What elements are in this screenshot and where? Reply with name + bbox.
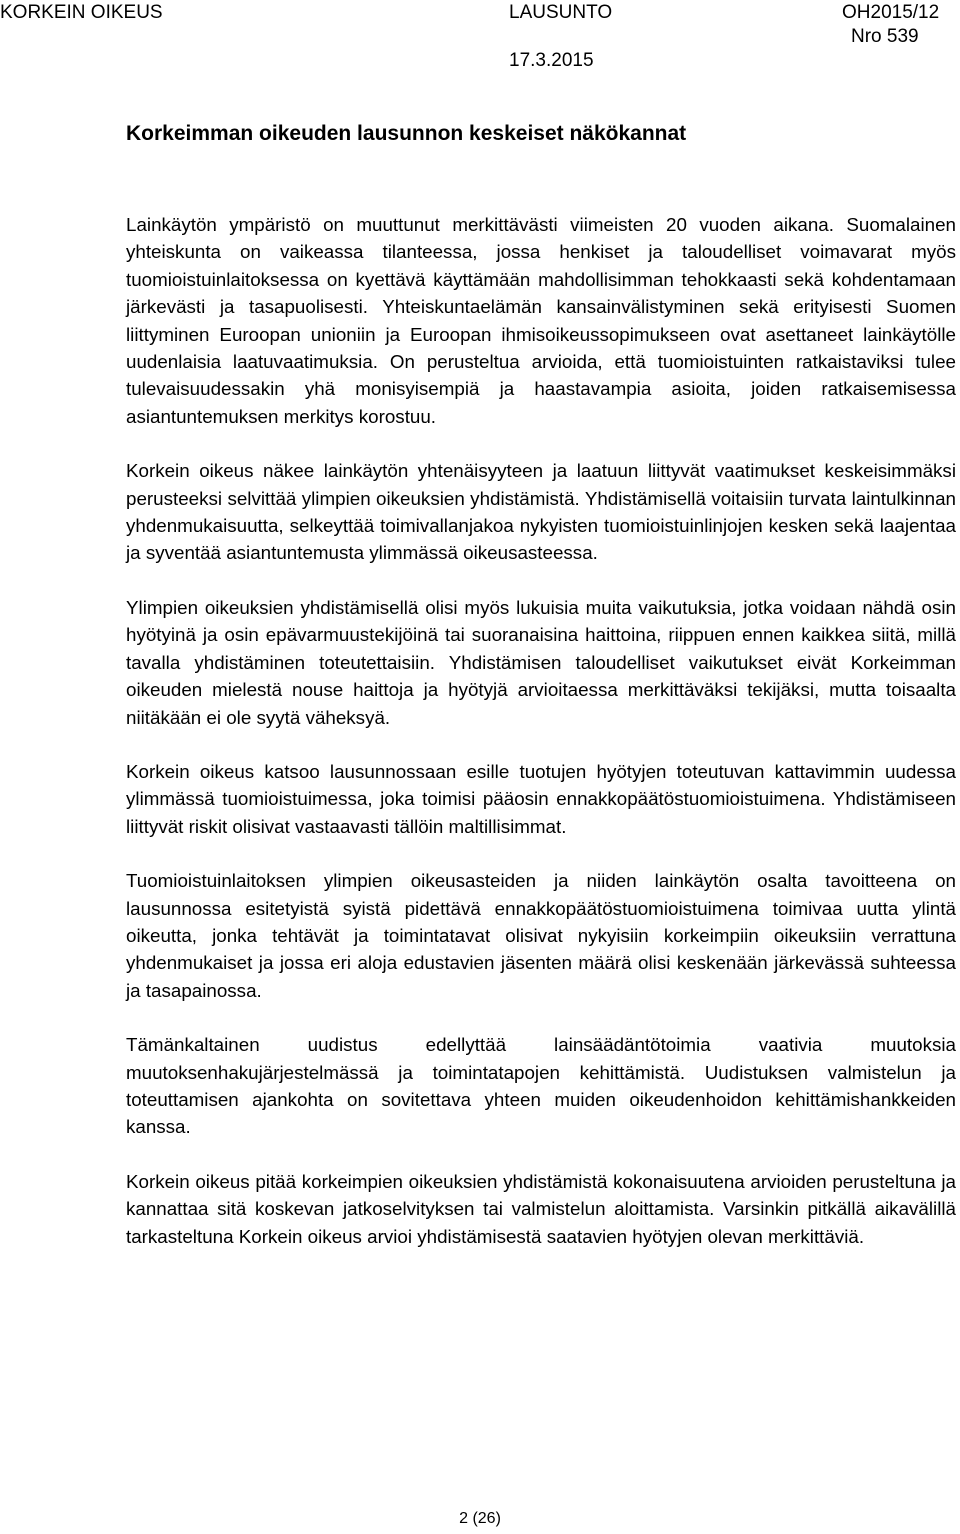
paragraph-3: Ylimpien oikeuksien yhdistämisellä olisi myös lukuisia muita vaikutuksia, jotka voidaan nähdä osin hyötyinä ja osin epävarmuustekijöinä tai suoranaisina haittoina, riippuen ennen kaikkea siitä, millä tavalla yhdistäminen toteutettaisiin. Yhdistämisen taloudelliset vaikutukset eivät Korkeimman oikeuden mielestä nouse haittoja ja hyötyjä arvioitaessa merkittäväksi tekijäksi, mutta toisaalta niitäkään ei ole syytä väheksyä. <box>126 596 956 728</box>
page-number: 2 (26) <box>459 1510 501 1527</box>
paragraph-7: Korkein oikeus pitää korkeimpien oikeuksien yhdistämistä kokonaisuutena arvioiden perusteltuna ja kannattaa sitä koskevan jatkoselvityksen tai valmistelun aloittamista. Varsinkin pitkällä aikavälillä tarkasteltuna Korkein oikeus arvioi yhdistämisestä saatavien hyötyjen olevan merkittäviä. <box>126 1170 956 1247</box>
paragraph-6: Tämänkaltainen uudistus edellyttää lainsäädäntötoimia vaativia muutoksia muutoksenhakujärjestelmässä ja toimintatapojen kehittämistä. Uudistuksen valmistelun ja toteuttamisen ajankohta on sovitettava yhteen muiden oikeudenhoidon kehittämishankkeiden kanssa. <box>126 1034 956 1138</box>
paragraph-4: Korkein oikeus katsoo lausunnossaan esille tuotujen hyötyjen toteutuvan kattavimmin uudessa ylimmässä tuomioistuimessa, joka toimisi pääosin ennakkopäätöstuomioistuimena. Yhdistämiseen liittyvät riskit olisivat vastaavasti tällöin maltillisimmat. <box>126 760 956 837</box>
document-header <box>0 0 960 80</box>
document-type: LAUSUNTO <box>509 2 613 23</box>
paragraph-5: Tuomioistuinlaitoksen ylimpien oikeusasteiden ja niiden lainkäytön osalta tavoitteena on lausunnossa esitetyistä syistä pidettävä ennakkopäätöstuomioistuimena toimivaa uutta ylintä oikeutta, jonka tehtävät ja toimintatavat olisivat nykyisiin korkeimpiin oikeuksiin verrattuna yhdenmukaiset ja jossa eri aloja edustavien jäsenten määrä olisi keskenään järkevässä suhteessa ja tasapainossa. <box>126 870 956 1001</box>
reference-number: OH2015/12 <box>842 2 940 23</box>
document-number: Nro 539 <box>851 26 919 47</box>
section-title: Korkeimman oikeuden lausunnon keskeiset näkökannat <box>126 122 687 145</box>
paragraph-1: Lainkäytön ympäristö on muuttunut merkittävästi viimeisten 20 vuoden aikana. Suomalainen yhteiskunta on vaikeassa tilanteessa, jossa henkiset ja taloudelliset voimavarat myös tuomioistuinlaitoksessa on kyettävä käyttämään mahdollisimman tehokkaasti sekä kohdentamaan järkevästi ja tasapuolisesti. Yhteiskuntaelämän kansainvälistyminen sekä erityisesti Suomen liittyminen Euroopan unioniin ja Euroopan ihmisoikeussopimukseen ovat asettaneet lainkäytölle uudenlaisia laatuvaatimuksia. On perusteltua arvioida, että tuomioistuinten ratkaistaviksi tulee tulevaisuudessakin yhä monisyisempiä ja haastavampia asioita, joiden ratkaisemisessa asiantuntemuksen merkitys korostuu. <box>126 214 956 427</box>
court-name: KORKEIN OIKEUS <box>0 2 163 23</box>
document-date: 17.3.2015 <box>509 50 594 71</box>
document-body <box>126 120 956 1250</box>
paragraph-2: Korkein oikeus näkee lainkäytön yhtenäisyyteen ja laatuun liittyvät vaatimukset keskeisimmäksi perusteeksi selvittää ylimpien oikeuksien yhdistämistä. Yhdistämisellä voitaisiin turvata laintulkinnan yhdenmukaisuutta, selkeyttää toimivallanjakoa nykyisten tuomioistuinlinjojen kesken sekä laajentaa ja syventää asiantuntemusta ylimmässä oikeusasteessa. <box>126 460 956 564</box>
